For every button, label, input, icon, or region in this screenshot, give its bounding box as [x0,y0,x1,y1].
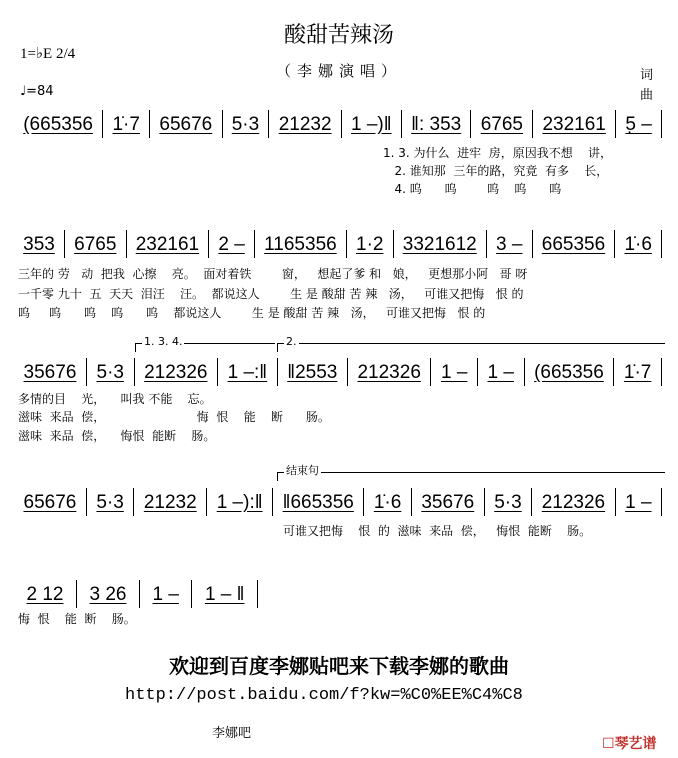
measure: (665356 [524,358,614,386]
measure: 232161 [126,230,209,258]
forum-tag: 李娜吧 [212,726,252,741]
measure: 35676 [411,488,484,516]
measure: 3321612 [393,230,486,258]
site-logo: ☐琴艺谱 [602,736,657,752]
lyric-line: 一千零 九十 五 天天 泪汪 汪。 都说这人 生 是 酸甜 苦 辣 汤， 可谁又把悔 恨 的 [18,287,524,301]
lyric-line: 4. 呜 呜 呜 呜 呜 [383,182,562,196]
logo-icon: ☐ [602,736,615,752]
measure: ‖665356 [272,488,363,516]
measure: 1165356 [254,230,346,258]
welcome-banner: 欢迎到百度李娜贴吧来下载李娜的歌曲 [169,654,509,678]
measure: (665356 [23,114,93,135]
measure: 665356 [532,230,615,258]
measure: 2 12 [26,584,64,605]
measure: 1 – [139,580,191,608]
song-title: 酸甜苦辣汤 [283,23,394,48]
measure: 1 – [615,488,662,516]
measure: 212326 [347,358,431,386]
measure: 6765 [470,110,532,138]
lyric-line: 三年的 劳 动 把我 心擦 亮。 面对着铁 窗， 想起了爹 和 娘， 更想那小阿 哥 呀 [18,267,528,281]
measure: 6765 [64,230,126,258]
measure: ‖: 353 [401,110,471,138]
measure: 21232 [133,488,206,516]
measure: 3 26 [76,580,139,608]
measure: 5·3 [86,488,133,516]
measure: 1̇·6 [363,488,410,516]
staff-row-4 [14,486,662,516]
measure: 1 – [477,358,524,386]
measure: 3 – [486,230,532,258]
tempo-marking: ♩=84 [20,84,54,99]
composer-label: 曲 [640,88,654,103]
volta-first-ending: 1. 3. 4. [135,343,275,352]
lyric-line: 呜 呜 呜 呜 呜 都说这人 生 是 酸甜 苦 辣 汤， 可谁又把悔 恨 的 [18,306,486,320]
measure: 5·3 [86,358,134,386]
lyric-line: 滋味 来品 偿， 悔 恨 能 断 肠。 [18,410,330,424]
measure: 65676 [149,110,221,138]
lyric-line: 可谁又把悔 恨 的 滋味 来品 偿， 悔恨 能断 肠。 [283,524,592,538]
measure: 5·3 [222,110,269,138]
forum-url[interactable]: http://post.baidu.com/f?kw=%C0%EE%C4%C8 [125,686,523,705]
measure: 65676 [23,492,77,513]
measure: 1̇·7 [613,358,662,386]
volta-second-ending: 2. [277,343,665,352]
measure: 35676 [23,362,77,383]
measure: 1̇·6 [614,230,662,258]
lyric-line: 滋味 来品 偿， 悔恨 能断 肠。 [18,429,216,443]
measure: 1·2 [346,230,393,258]
staff-row-1 [14,108,662,138]
staff-row-5 [14,578,258,608]
measure: 5·3 [484,488,531,516]
lyric-line: 悔 恨 能 断 肠。 [18,612,136,626]
measure: 353 [23,234,55,255]
lyric-line: 2. 谁知那 三年的路，究竟 有多 长， [383,164,609,178]
measure: ‖2553 [277,358,347,386]
staff-row-3 [14,356,662,386]
lyricist-label: 词 [640,68,654,83]
staff-row-2 [14,228,662,258]
measure: 1 –)‖ [341,110,401,138]
lyric-line: 1. 3. 为什么 进牢 房，原因我不想 讲， [383,146,613,160]
coda-bracket: 结束句 [277,472,665,481]
singer-credit: （李娜演唱） [275,62,402,80]
measure: 212326 [134,358,218,386]
measure: 212326 [531,488,614,516]
measure: 1 –):‖ [206,488,272,516]
measure: 1̇·7 [102,110,149,138]
measure: 1 – ‖ [191,580,258,608]
measure: 2 – [208,230,254,258]
measure: 1 – [430,358,477,386]
measure: 21232 [268,110,340,138]
key-signature: 1=♭E 2/4 [20,46,76,62]
lyric-line: 多情的目 光， 叫我 不能 忘。 [18,392,212,406]
measure: 1 –:‖ [217,358,277,386]
measure: 232161 [532,110,615,138]
measure: 5̣ – [615,110,662,138]
